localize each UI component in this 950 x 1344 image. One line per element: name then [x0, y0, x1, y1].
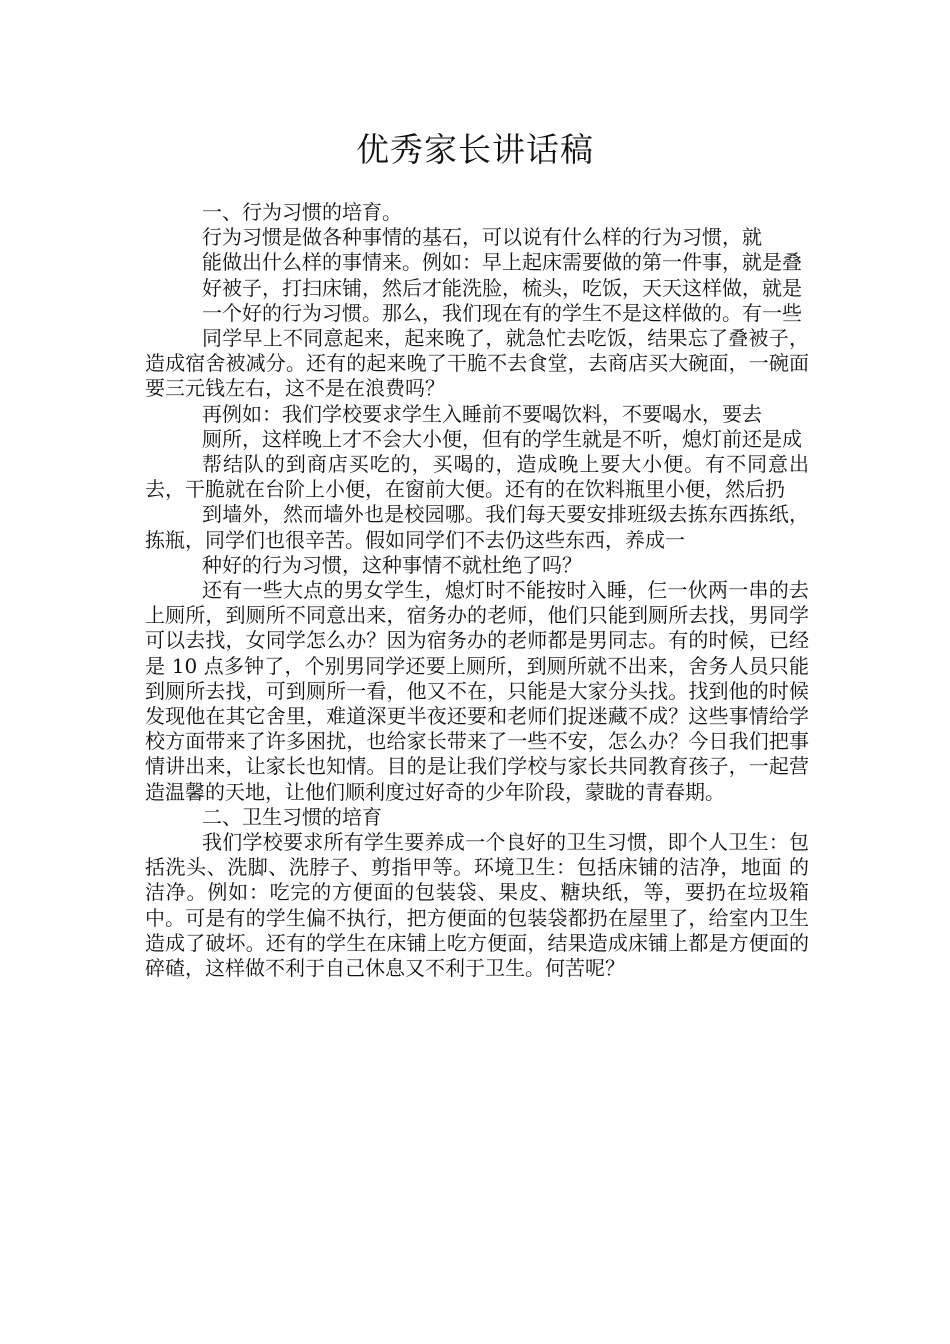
document-body [145, 200, 809, 981]
paragraph: 到墙外，然而墙外也是校园哪。我们每天要安排班级去拣东西拣纸，拣瓶，同学们也很辛苦。假如同学们不去仍这些东西，养成一 [145, 502, 809, 552]
paragraph: 再例如：我们学校要求学生入睡前不要喝饮料，不要喝水，要去 [202, 401, 762, 426]
section-heading: 一、行为习惯的培育。 [202, 200, 402, 224]
paragraph: 种好的行为习惯，这种事情不就杜绝了吗？ [202, 552, 582, 577]
page-title: 优秀家长讲话稿 [356, 130, 594, 169]
section-heading: 二、卫生习惯的培育 [202, 804, 382, 829]
paragraph: 好被子，打扫床铺，然后才能洗脸，梳头，吃饭，天天这样做，就是 [202, 275, 802, 300]
paragraph: 能做出什么样的事情来。例如：早上起床需要做的第一件事，就是叠 [202, 250, 802, 275]
paragraph: 一个好的行为习惯。那么，我们现在有的学生不是这样做的。有一些 [202, 300, 802, 325]
paragraph: 厕所，这样晚上才不会大小便，但有的学生就是不听，熄灯前还是成 [202, 426, 802, 451]
paragraph: 我们学校要求所有学生要养成一个良好的卫生习惯，即个人卫生：包括洗头、洗脚、洗脖子、剪指甲等。环境卫生：包括床铺的洁净，地面 的洁净。例如：吃完的方便面的包装袋、果皮、糖块纸，等，要扔在垃圾箱中。可是有的学生偏不执行，把方便面的包装袋都扔在屋里了，给室内卫生造成了破坏。还有的学生在床铺上吃方便面，结果造成床铺上都是方便面的碎碴，这样做不利于自己休息又不利于卫生。何苦呢？ [145, 830, 809, 981]
paragraph: 帮结队的到商店买吃的，买喝的，造成晚上要大小便。有不同意出去，干脆就在台阶上小便，在窗前大便。还有的在饮料瓶里小便，然后扔 [145, 452, 809, 502]
paragraph: 还有一些大点的男女学生，熄灯时不能按时入睡，仨一伙两一串的去上厕所，到厕所不同意出来，宿务办的老师，他们只能到厕所去找，男同学可以去找，女同学怎么办？因为宿务办的老师都是男同志。有的时候，已经是 10 点多钟了，个别男同学还要上厕所，到厕所就不出来，舍务人员只能到厕所去找，可到厕所一看，他又不在，只能是大家分头找。找到他的时候发现他在其它舍里，难道深更半夜还要和老师们捉迷藏不成？这些事情给学校方面带来了许多困扰，也给家长带来了一些不安，怎么办？今日我们把事情讲出来，让家长也知情。目的是让我们学校与家长共同教育孩子，一起营造温馨的天地，让他们顺利度过好奇的少年阶段，蒙眬的青春期。 [145, 578, 809, 804]
paragraph: 同学早上不同意起来，起来晚了，就急忙去吃饭，结果忘了叠被子，造成宿舍被减分。还有的起来晚了干脆不去食堂，去商店买大碗面，一碗面要三元钱左右，这不是在浪费吗？ [145, 326, 809, 401]
paragraph: 行为习惯是做各种事情的基石，可以说有什么样的行为习惯，就 [202, 225, 762, 250]
